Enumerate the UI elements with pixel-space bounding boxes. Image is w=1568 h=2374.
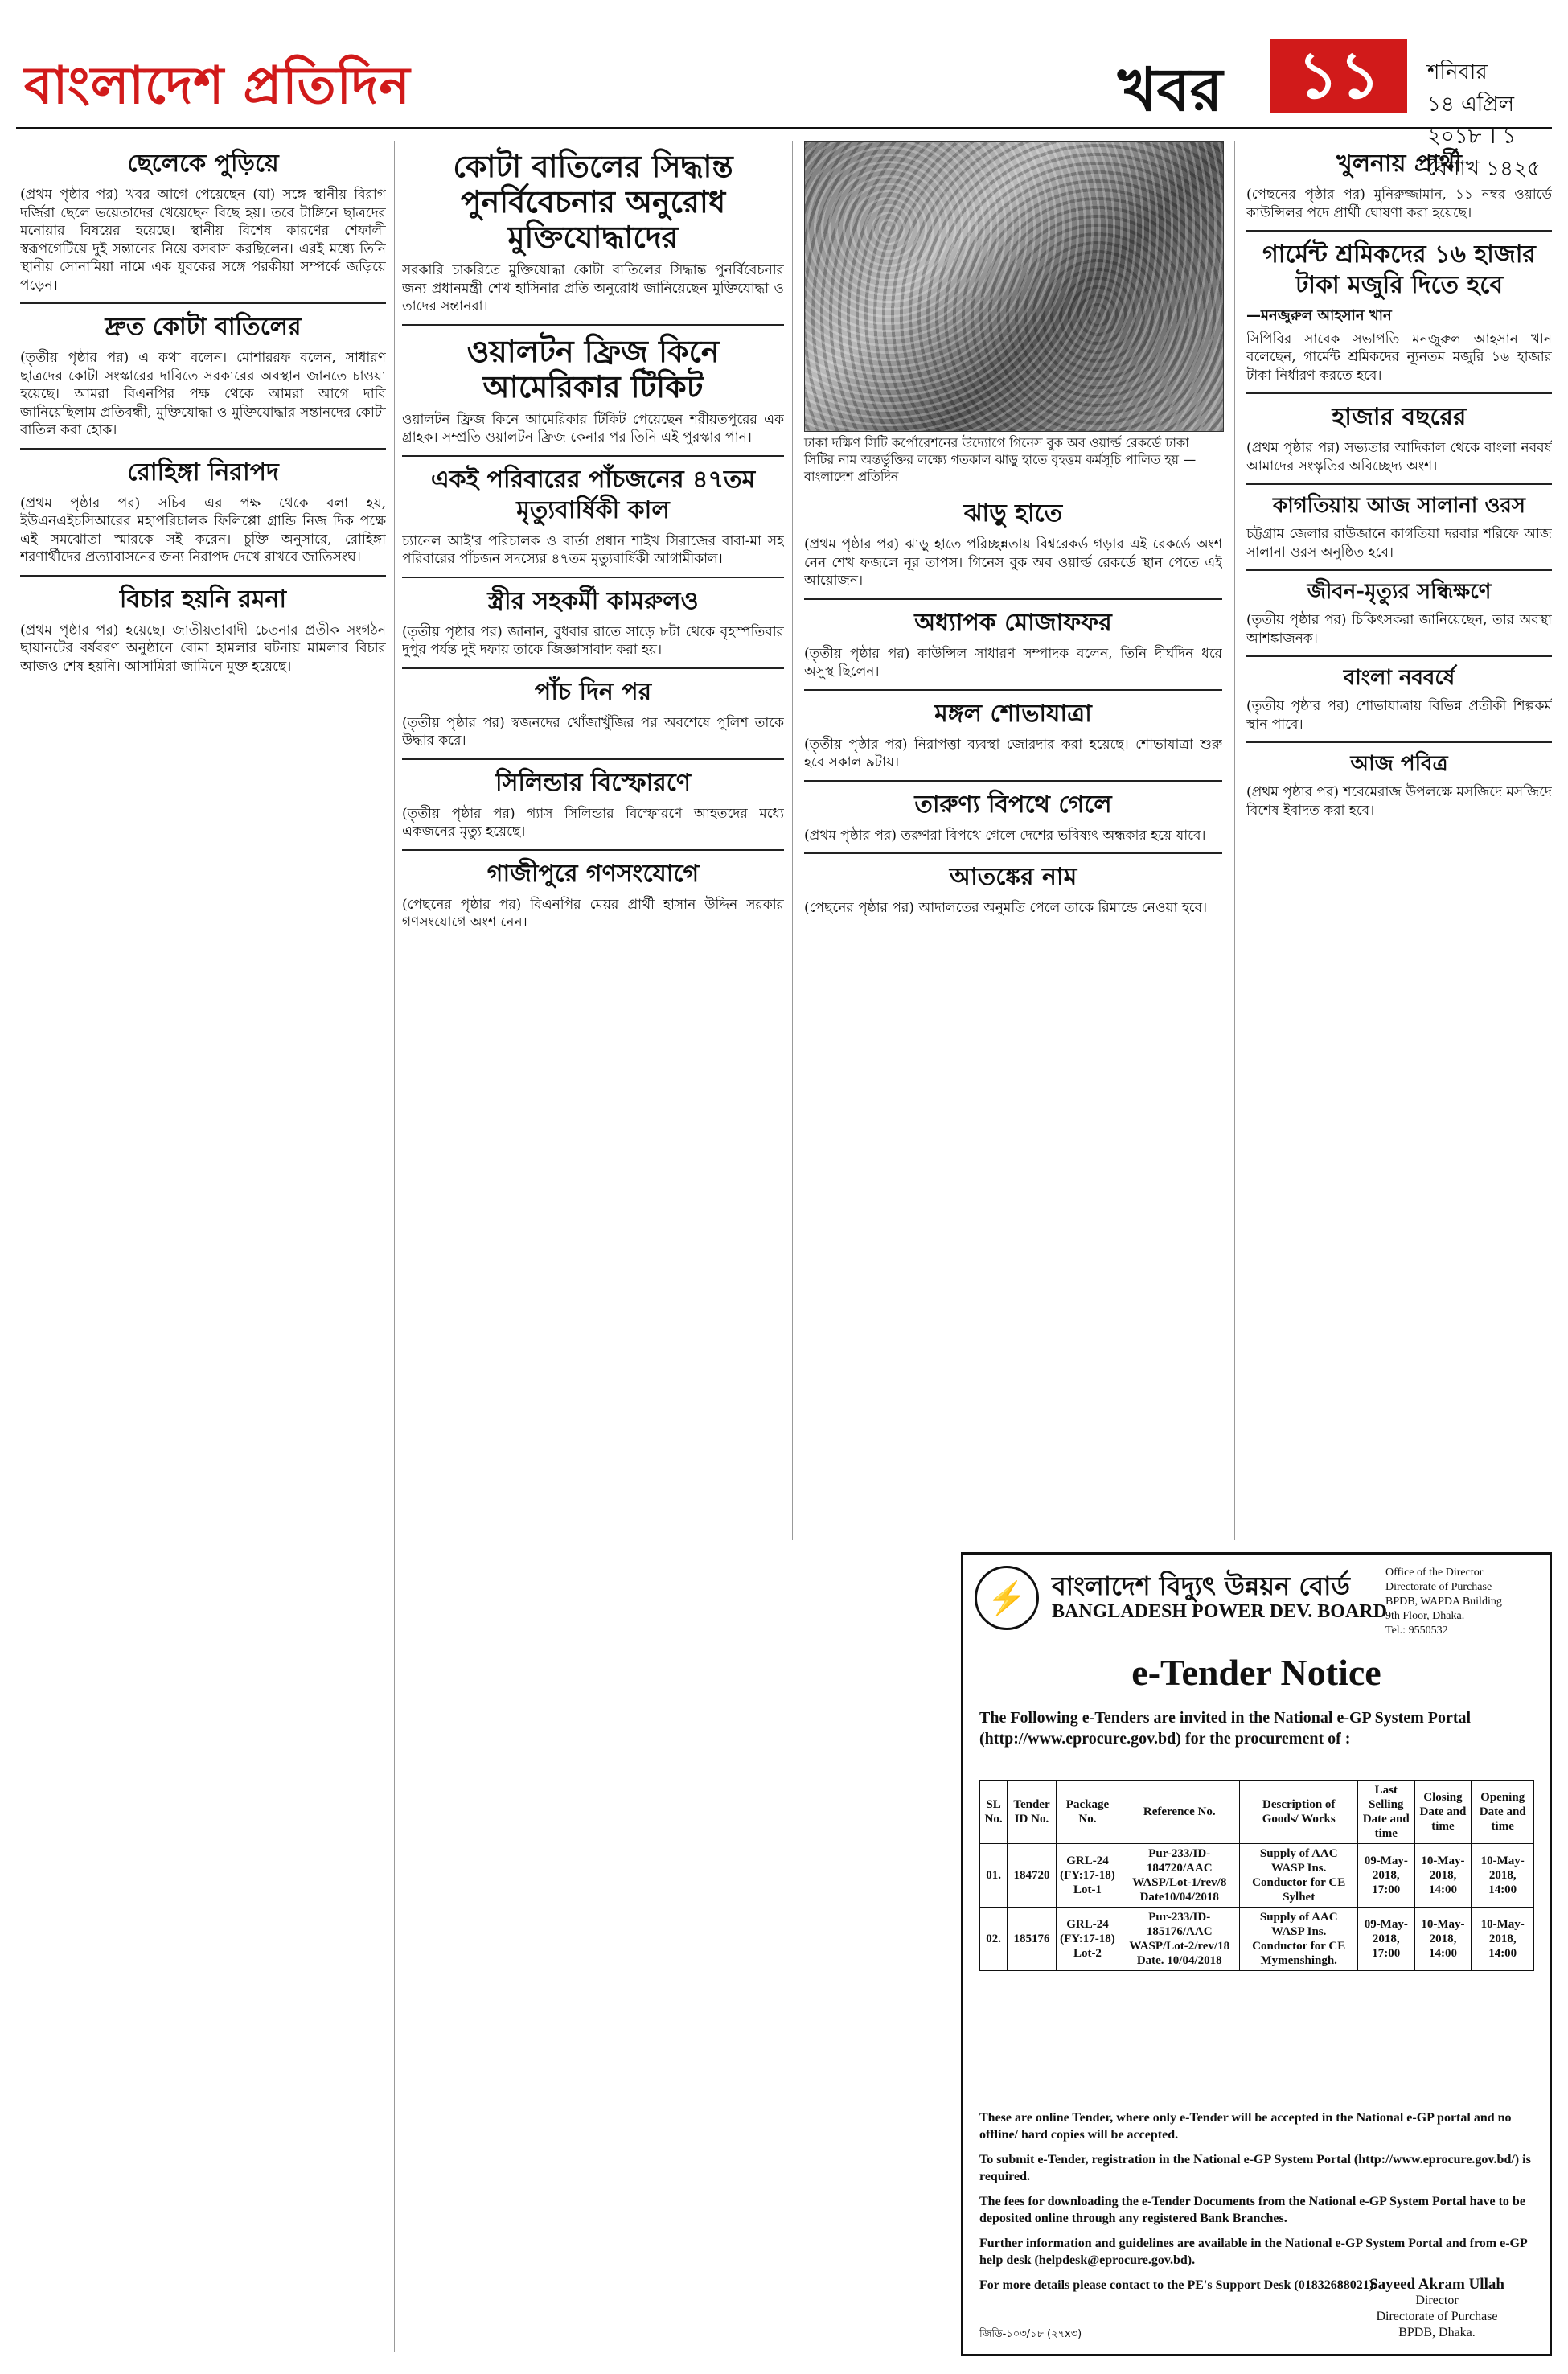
table-cell: 10-May-2018, 14:00	[1414, 1908, 1472, 1971]
divider	[20, 448, 386, 450]
article-body: (তৃতীয় পৃষ্ঠার পর) চিকিৎসকরা জানিয়েছেন, তার অবস্থা আশঙ্কাজনক।	[1246, 612, 1552, 647]
headline[interactable]: দ্রুত কোটা বাতিলের	[105, 313, 302, 341]
office-line: Office of the Director	[1385, 1567, 1484, 1579]
headline[interactable]: পাঁচ দিন পর	[534, 677, 652, 706]
headline[interactable]: খুলনায় প্রার্থী	[1336, 150, 1462, 178]
headline[interactable]: কাগতিয়ায় আজ সালানা ওরস	[1273, 494, 1525, 518]
article-body: সরকারি চাকরিতে মুক্তিযোদ্ধা কোটা বাতিলের সিদ্ধান্ত পুনর্বিবেচনার জন্য প্রধানমন্ত্রী শেখ হাসিনার প্রতি অনুরোধ জানিয়েছেন মুক্তিযোদ্ধা ও তাদের সন্তানরা।	[402, 262, 784, 314]
headline[interactable]: তারুণ্য বিপথে গেলে	[914, 790, 1112, 819]
article-body: (তৃতীয় পৃষ্ঠার পর) এ কথা বলেন। মোশাররফ বলেন, সাধারণ ছাত্রদের কোটা সংস্কারের দাবিতে সরকারের অবস্থান জানতে চাওয়া হয়েছে। আমরা বিএনপির পক্ষ থেকে আমরা আগে দাবি জানিয়েছিলাম প্রতিবন্ধী, মুক্তিযোদ্ধা ও মুক্তিযোদ্ধার সন্তানদের কোটা বাতিল করা হোক।	[20, 350, 386, 438]
headline[interactable]: কোটা বাতিলের সিদ্ধান্ত পুনর্বিবেচনার অনুরোধ মুক্তিযোদ্ধাদের	[453, 149, 733, 255]
column-header: Package No.	[1056, 1780, 1119, 1844]
signer-dept: BPDB, Dhaka.	[1398, 2326, 1476, 2339]
column-header: Closing Date and time	[1414, 1780, 1472, 1844]
table-row	[980, 1908, 1534, 1971]
headline[interactable]: অধ্যাপক মোজাফফর	[914, 608, 1112, 637]
divider	[20, 302, 386, 304]
column-header: Last Selling Date and time	[1358, 1780, 1415, 1844]
signature-block	[1340, 2277, 1533, 2341]
column-header: Description of Goods/ Works	[1240, 1780, 1358, 1844]
signer-title: Director	[1415, 2294, 1459, 2307]
headline[interactable]: মঙ্গল শোভাযাত্রা	[934, 699, 1092, 728]
section-title: খবর	[1118, 55, 1223, 125]
table-cell: Supply of AAC WASP Ins. Conductor for CE Sylhet	[1240, 1844, 1358, 1908]
headline[interactable]: বাংলা নববর্ষে	[1343, 666, 1455, 690]
lightning-tower-icon: ⚡	[975, 1566, 1039, 1630]
divider	[402, 577, 784, 578]
column-header: Reference No.	[1119, 1780, 1240, 1844]
note: To submit e-Tender, registration in the National e-GP System Portal (http://www.eprocure.gov.bd/) is required.	[979, 2153, 1531, 2183]
table-cell: GRL-24 (FY:17-18) Lot-2	[1056, 1908, 1119, 1971]
divider	[1246, 230, 1552, 232]
page-number: ১১	[1270, 39, 1407, 113]
headline[interactable]: ওয়ালটন ফ্রিজ কিনে আমেরিকার টিকিট	[466, 333, 720, 405]
article-body: চট্টগ্রাম জেলার রাউজানে কাগতিয়া দরবার শরিফে আজ সালানা ওরস অনুষ্ঠিত হবে।	[1246, 526, 1552, 561]
ad-reference: জিডি-১০৩/১৮ (২৭x৩)	[979, 2328, 1082, 2340]
column-3	[804, 491, 1222, 1544]
divider	[1246, 655, 1552, 657]
article-body: (প্রথম পৃষ্ঠার পর) তরুণরা বিপথে গেলে দেশের ভবিষ্যৎ অন্ধকার হয়ে যাবে।	[804, 827, 1206, 844]
note: These are online Tender, where only e-Tender will be accepted in the National e-GP portal and no offline/ hard copies will be accepted.	[979, 2111, 1512, 2142]
office-line: BPDB, WAPDA Building	[1385, 1596, 1502, 1608]
article-body: (পেছনের পৃষ্ঠার পর) আদালতের অনুমতি পেলে তাকে রিমান্ডে নেওয়া হবে।	[804, 900, 1208, 916]
day: শনিবার	[1427, 60, 1488, 84]
article-body: চ্যানেল আই'র পরিচালক ও বার্তা প্রধান শাইখ সিরাজের বাবা-মা সহ পরিবারের পাঁচজন সদস্যের ৪৭তম মৃত্যুবার্ষিকী আগামীকাল।	[402, 532, 784, 567]
column-2	[402, 141, 784, 2360]
divider	[402, 667, 784, 669]
headline[interactable]: আতঙ্কের নাম	[949, 863, 1077, 891]
table-cell: 09-May-2018, 17:00	[1358, 1908, 1415, 1971]
column-header: Tender ID No.	[1008, 1780, 1057, 1844]
office-line: 9th Floor, Dhaka.	[1385, 1610, 1465, 1622]
article-body: (তৃতীয় পৃষ্ঠার পর) কাউন্সিল সাধারণ সম্পাদক বলেন, তিনি দীর্ঘদিন ধরে অসুস্থ ছিলেন।	[804, 645, 1222, 680]
article-body: (তৃতীয় পৃষ্ঠার পর) নিরাপত্তা ব্যবস্থা জোরদার করা হয়েছে। শোভাযাত্রা শুরু হবে সকাল ৯টায়।	[804, 736, 1222, 770]
article-body: (প্রথম পৃষ্ঠার পর) ঝাড়ু হাতে পরিচ্ছন্নতায় বিশ্বরেকর্ড গড়ার এই রেকর্ডে অংশ নেন শেখ ফজলে নূর তাপস। গিনেস বুক অব ওয়ার্ল্ড রেকর্ডে স্থান পেতে এই আয়োজন।	[804, 536, 1222, 589]
signer-name: Sayeed Akram Ullah	[1369, 2276, 1504, 2293]
divider	[804, 689, 1222, 691]
headline[interactable]: রোহিঙ্গা নিরাপদ	[127, 458, 279, 487]
article-body: (তৃতীয় পৃষ্ঠার পর) গ্যাস সিলিন্ডার বিস্ফোরণে আহতদের মধ্যে একজনের মৃত্যু হয়েছে।	[402, 805, 784, 840]
table-cell: 10-May-2018, 14:00	[1414, 1844, 1472, 1908]
table-row	[980, 1844, 1534, 1908]
table-cell: Pur-233/ID-185176/AAC WASP/Lot-2/rev/18 Date. 10/04/2018	[1119, 1908, 1240, 1971]
table-cell: GRL-24 (FY:17-18) Lot-1	[1056, 1844, 1119, 1908]
org-name-en: BANGLADESH POWER DEV. BOARD	[1052, 1601, 1387, 1622]
table-cell: Pur-233/ID-184720/AAC WASP/Lot-1/rev/8 Date10/04/2018	[1119, 1844, 1240, 1908]
article-body: (তৃতীয় পৃষ্ঠার পর) স্বজনদের খোঁজাখুঁজির পর অবশেষে পুলিশ তাকে উদ্ধার করে।	[402, 714, 784, 749]
news-photo[interactable]	[804, 141, 1224, 432]
table-cell: 10-May-2018, 14:00	[1472, 1908, 1534, 1971]
tender-lead: The Following e-Tenders are invited in the National e-GP System Portal (http://www.eprocure.gov.bd) for the procurement of :	[979, 1709, 1472, 1748]
divider	[402, 324, 784, 326]
column-divider	[792, 141, 793, 1540]
table-cell: 09-May-2018, 17:00	[1358, 1844, 1415, 1908]
column-divider	[394, 141, 395, 2352]
tender-table	[979, 1780, 1534, 1971]
brand-part1: বাংলাদেশ	[24, 56, 244, 116]
headline[interactable]: ঝাড়ু হাতে	[963, 499, 1063, 528]
headline[interactable]: জীবন-মৃত্যুর সন্ধিক্ষণে	[1307, 580, 1492, 604]
article-body: (প্রথম পৃষ্ঠার পর) সচিব এর পক্ষ থেকে বলা হয়, ইউএনএইচসিআরের মহাপরিচালক ফিলিপ্পো গ্রান্ডি নিজ দিক পক্ষে এই সমঝোতা স্মারকে সই করেন। চুক্তি অনুসারে, রোহিঙ্গা শরণার্থীদের প্রত্যাবাসনের জন্য নিরাপদ দেখে রাখবে জাতিসংঘ।	[20, 495, 386, 565]
table-cell: Supply of AAC WASP Ins. Conductor for CE Mymenshingh.	[1240, 1908, 1358, 1971]
office-line: Directorate of Purchase	[1385, 1581, 1492, 1593]
table-cell: 01.	[980, 1844, 1008, 1908]
photo-texture	[805, 142, 1223, 431]
divider	[804, 780, 1222, 782]
article-body: (প্রথম পৃষ্ঠার পর) শবেমেরাজ উপলক্ষে মসজিদে মসজিদে বিশেষ ইবাদত করা হবে।	[1246, 784, 1552, 819]
headline[interactable]: গাজীপুরে গণসংযোগে	[486, 859, 700, 888]
photo-caption	[804, 434, 1222, 485]
article-body: (পেছনের পৃষ্ঠার পর) মুনিরুজ্জামান, ১১ নম্বর ওয়ার্ডে কাউন্সিলর পদে প্রার্থী ঘোষণা করা হয়েছে।	[1246, 187, 1552, 221]
article-body: ওয়ালটন ফ্রিজ কিনে আমেরিকার টিকিট পেয়েছেন শরীয়তপুরের এক গ্রাহক। সম্প্রতি ওয়ালটন ফ্রিজ কেনার পর তিনি এই পুরস্কার পান।	[402, 411, 784, 446]
divider	[402, 455, 784, 457]
headline[interactable]: স্ত্রীর সহকর্মী কামরুলও	[487, 586, 699, 615]
table-cell: 02.	[980, 1908, 1008, 1971]
etender-advertisement[interactable]	[961, 1552, 1552, 2356]
headline[interactable]: আজ পবিত্র	[1350, 752, 1448, 776]
column-1	[20, 141, 386, 2360]
headline[interactable]: একই পরিবারের পাঁচজনের ৪৭তম মৃত্যুবার্ষিকী কাল	[430, 465, 756, 524]
tender-title: e-Tender Notice	[1131, 1652, 1381, 1693]
article-body: (প্রথম পৃষ্ঠার পর) সভ্যতার আদিকাল থেকে বাংলা নববর্ষ আমাদের সংস্কৃতির অবিচ্ছেদ্য অংশ।	[1246, 440, 1552, 474]
table-cell: 185176	[1008, 1908, 1057, 1971]
table-header-row	[980, 1780, 1534, 1844]
article-body: (পেছনের পৃষ্ঠার পর) বিএনপির মেয়র প্রার্থী হাসান উদ্দিন সরকার গণসংযোগে অংশ নেন।	[402, 896, 784, 930]
table-cell: 184720	[1008, 1844, 1057, 1908]
org-name-bn: বাংলাদেশ বিদ্যুৎ উন্নয়ন বোর্ড	[1052, 1571, 1350, 1601]
office-address	[1385, 1566, 1546, 1638]
divider	[20, 575, 386, 577]
note: Further information and guidelines are available in the National e-GP System Portal and from e-GP help desk (helpdesk@eprocure.gov.bd).	[979, 2236, 1527, 2267]
tender-notes	[979, 2109, 1534, 2302]
column-header: Opening Date and time	[1472, 1780, 1534, 1844]
note: For more details please contact to the PE's Support Desk (01832688021).	[979, 2278, 1377, 2292]
column-4	[1246, 141, 1552, 1540]
newspaper-logo[interactable]	[24, 47, 411, 133]
divider	[1246, 392, 1552, 394]
divider	[1246, 483, 1552, 485]
caption-credit: —বাংলাদেশ প্রতিদিন	[804, 452, 1197, 484]
headline[interactable]: হাজার বছরের	[1332, 403, 1467, 431]
divider	[804, 852, 1222, 854]
article-body: (তৃতীয় পৃষ্ঠার পর) শোভাযাত্রায় বিভিন্ন প্রতীকী শিল্পকর্ম স্থান পাবে।	[1246, 698, 1552, 733]
table-cell: 10-May-2018, 14:00	[1472, 1844, 1534, 1908]
article-body: (প্রথম পৃষ্ঠার পর) হয়েছে। জাতীয়তাবাদী চেতনার প্রতীক সংগঠন ছায়ানটের বর্ষবরণ অনুষ্ঠানে বোমা হামলার ঘটনায় মামলার বিচার আজও শেষ হয়নি। আসামিরা জামিনে মুক্ত হয়েছে।	[20, 622, 386, 675]
signer-dept: Directorate of Purchase	[1376, 2310, 1498, 2323]
brand-part2: প্রতিদিন	[243, 56, 411, 116]
article-body: (প্রথম পৃষ্ঠার পর) খবর আগে পেয়েছেন (যা) সঙ্গে স্থানীয় বিরাগ দর্জিরা ছেলে ভয়েতাদের খেয়েছেন বিছে হয়। তবে টাঙ্গিনে ছাত্রদের মনোয়ার বিষয়ের হয়েছে। স্থানীয় বিশেষ কারণের শেফালী স্বরূপগেটিয়ে দুই সন্তানের নিয়ে বসবাস করছিলেন। এরই মধ্যে তিনি স্থানীয় সোনামিয়া নামে এক যুবকের সঙ্গে পরকীয়া সম্পর্কে জড়িয়ে পড়েন।	[20, 187, 386, 294]
divider	[804, 598, 1222, 600]
byline: —মনজুরুল আহসান খান	[1246, 307, 1392, 324]
headline[interactable]: সিলিন্ডার বিস্ফোরণে	[495, 768, 691, 797]
note: The fees for downloading the e-Tender Documents from the National e-GP System Portal have to be deposited online through any registered Bank Branches.	[979, 2195, 1525, 2225]
office-line: Tel.: 9550532	[1385, 1624, 1448, 1637]
date: ১৪ এপ্রিল ২০১৮ । ১ বৈশাখ ১৪২৫	[1427, 92, 1541, 181]
article-body: (তৃতীয় পৃষ্ঠার পর) জানান, বুধবার রাতে সাড়ে ৮টা থেকে বৃহস্পতিবার দুপুর পর্যন্ত দুই দফায় তাকে জিজ্ঞাসাবাদ করা হয়।	[402, 623, 784, 658]
caption-text: ঢাকা দক্ষিণ সিটি কর্পোরেশনের উদ্যোগে গিনেস বুক অব ওয়ার্ল্ড রেকর্ডে ঢাকা সিটির নাম অন্তর্ভুক্তির লক্ষ্যে গতকাল ঝাড়ু হাতে বৃহত্তম কর্মসূচি পালিত হয়	[804, 435, 1189, 467]
column-header: SL No.	[980, 1780, 1008, 1844]
article-body: সিপিবির সাবেক সভাপতি মনজুরুল আহসান খান বলেছেন, গার্মেন্ট শ্রমিকদের ন্যূনতম মজুরি ১৬ হাজার টাকা নির্ধারণ করতে হবে।	[1246, 331, 1552, 384]
column-divider	[1234, 141, 1235, 1540]
headline[interactable]: বিচার হয়নি রমনা	[119, 585, 287, 614]
headline[interactable]: ছেলেকে পুড়িয়ে	[127, 150, 279, 178]
divider	[402, 758, 784, 760]
divider	[1246, 569, 1552, 571]
divider	[1246, 741, 1552, 743]
divider	[402, 849, 784, 851]
headline[interactable]: গার্মেন্ট শ্রমিকদের ১৬ হাজার টাকা মজুরি দিতে হবে	[1262, 240, 1536, 299]
